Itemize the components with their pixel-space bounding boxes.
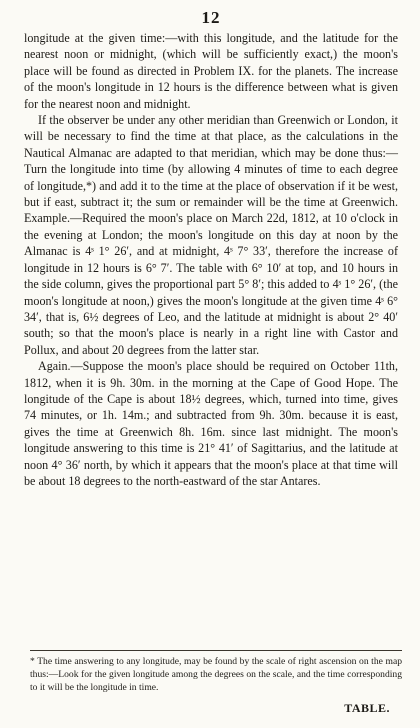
- body-text: [24, 30, 398, 489]
- page-number: 12: [201, 8, 221, 27]
- catchword: TABLE.: [344, 701, 390, 715]
- paragraph-cape-example: Again.—Suppose the moon's place should be required on October 11th, 1812, when it is 9h. 30m. in the morning at the Cape of Good Hope. The longitude of the Cape is about 18½ degrees, which, turned into time, gives 74 minutes, or 1h. 14m.; and subtracted from 9h. 30m. because it is east, gives the time at Greenwich 8h. 16m. since last midnight. The moon's longitude answering to this time is 21° 41′ of Sagittarius, and the latitude at noon 4° 36′ north, by which it appears that the moon's place at that time will be about 18 degrees to the north-eastward of the star Antares.: [24, 359, 398, 488]
- paragraph-continuation: longitude at the given time:—with this longitude, and the latitude for the nearest noon or midnight, (which will be sufficiently exact,) the moon's place will be found as directed in Problem IX. for the planets. The increase of the moon's longitude in 12 hours is the difference between what is given for the nearest noon and midnight.: [24, 31, 398, 111]
- paragraph-meridian-method: If the observer be under any other meridian than Greenwich or London, it will be necessary to find the time at that place, as the calculations in the Nautical Almanac are adapted to that meridian, which may be done thus:—Turn the longitude into time (by allowing 4 minutes of time to each degree of longitude,*) and add it to the time at the place of observation if it be west, but if east, subtract it; the sum or remainder will be the time at Greenwich. Example.—Required the moon's place on March 22d, 1812, at 10 o'clock in the evening at London; the moon's longitude on this day at noon by the Almanac is 4ˢ 1° 26′, and at midnight, 4ˢ 7° 33′, therefore the increase of longitude in 12 hours is 6° 7′. The table with 6° 10′ at top, and 10 hours in the side column, gives the proportional part 5° 8′; this added to 4ˢ 1° 26′, (the moon's longitude at noon,) gives the moon's longitude at the given time 4ˢ 6° 34′, that is, 6½ degrees of Leo, and the latitude at midnight is about 2° 40′ south; so that the moon's place is nearly in a right line with Castor and Pollux, and about 20 degrees from the latter star.: [24, 113, 398, 357]
- footnote-divider: [30, 650, 402, 651]
- footnote: * The time answering to any longitude, may be found by the scale of right ascension on the map thus:—Look for the given longitude among the degrees on the scale, and the time corresponding to it will be the longitude in time.: [30, 656, 402, 693]
